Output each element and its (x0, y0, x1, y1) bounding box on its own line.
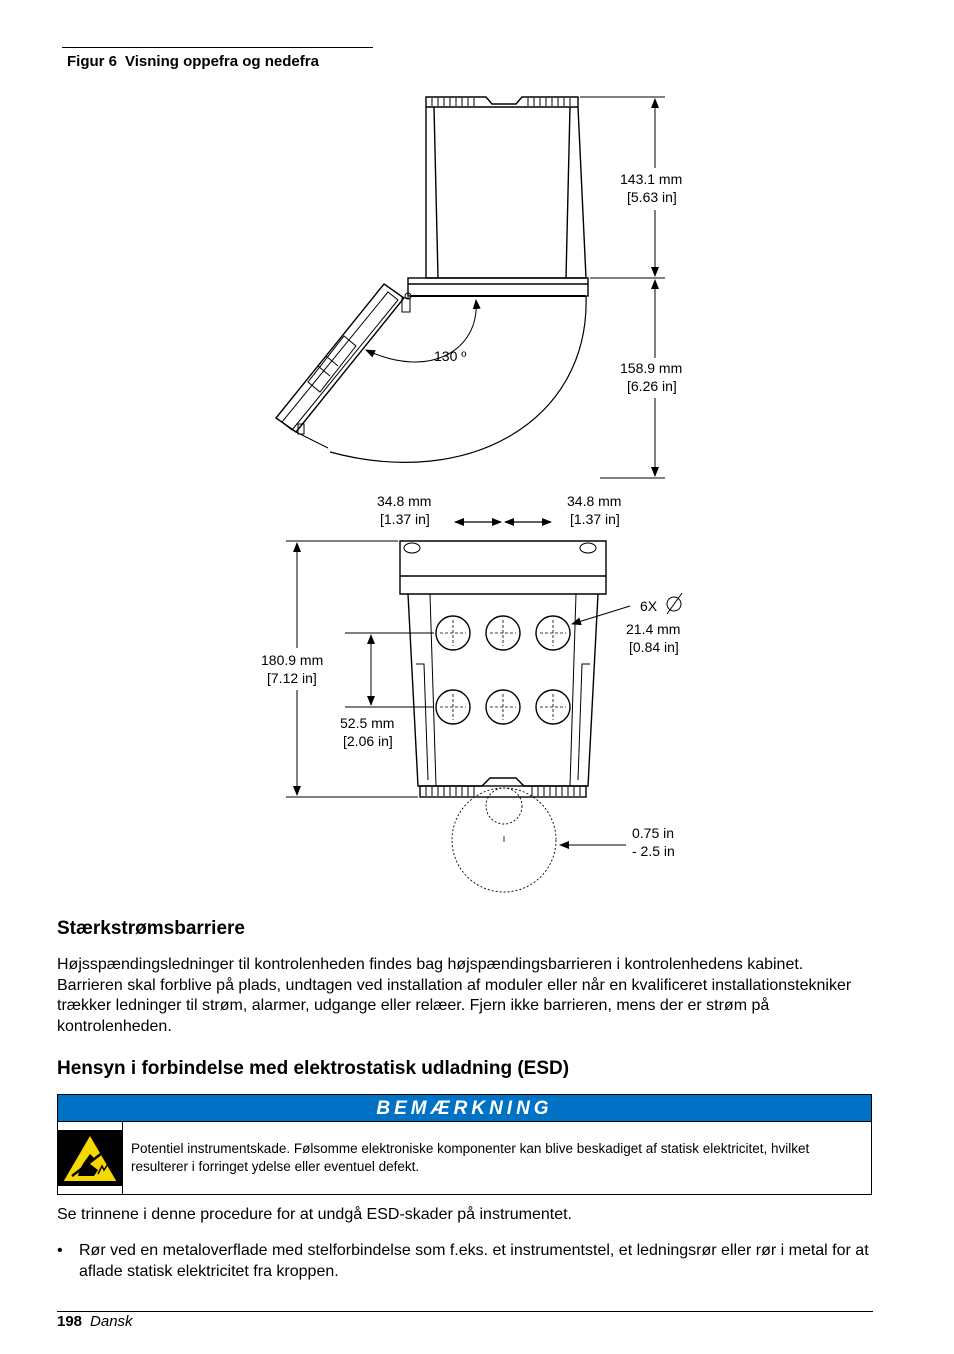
bullet-marker: • (57, 1242, 63, 1259)
conduit-holes (436, 616, 570, 724)
notice-label: BEMÆRKNING (58, 1095, 871, 1122)
top-height-dimension (580, 97, 665, 478)
esd-intro: Se trinnene i denne procedure for at undgå ESD-skader på instrumentet. (57, 1206, 572, 1223)
height-dimension (286, 541, 418, 797)
hole-dia-mm: 21.4 mm (626, 621, 681, 637)
door-mm: 158.9 mm (620, 360, 683, 376)
pipe-range-b: - 2.5 in (632, 843, 675, 859)
bottom-view-enclosure (400, 541, 606, 797)
esd-warning-icon (58, 1130, 122, 1186)
section-heading-esd: Hensyn i forbindelse med elektrostatisk udladning (ESD) (57, 1058, 570, 1079)
row-mm: 52.5 mm (340, 715, 395, 731)
left-spacing-in: [1.37 in] (380, 511, 430, 527)
top-view-open-door (276, 284, 411, 448)
hole-leader (572, 606, 630, 624)
top-height-in: [5.63 in] (627, 189, 677, 205)
notice-text: Potentiel instrumentskade. Følsomme elektroniske komponenter kan blive beskadiget af statisk elektricitet, hvilket resulterer i forringet ydelse eller eventuel defekt. (131, 1141, 810, 1174)
diameter-icon (667, 593, 682, 614)
figure-title: Visning oppefra og nedefra (125, 53, 319, 70)
pipe-range-a: 0.75 in (632, 825, 675, 841)
section-heading-barrier: Stærkstrømsbarriere (57, 918, 245, 939)
door-swing-arc (330, 296, 586, 462)
height-in: [7.12 in] (267, 670, 317, 686)
right-spacing-in: [1.37 in] (570, 511, 620, 527)
holes-count: 6X (640, 598, 658, 614)
figure-label: Figur 6 (67, 53, 118, 70)
angle-label: 130 º (434, 348, 467, 364)
footer-language: Dansk (90, 1313, 133, 1330)
bullet-item (57, 1241, 873, 1282)
right-spacing-mm: 34.8 mm (567, 493, 622, 509)
top-view-enclosure (408, 97, 588, 296)
row-in: [2.06 in] (343, 733, 393, 749)
section-body-barrier: Højsspændingsledninger til kontrolenheden findes bag højspændingsbarrieren i kontrolenhedens kabinet. Barrieren skal forblive på plads, undtagen ved installation af moduler eller når en kvalificeret installationstekniker trækker ledninger til strøm, alarmer, udgange eller relæer. Fjern ikke barrieren, mens der er strøm på kontrolenheden. (57, 956, 852, 1035)
hole-dia-in: [0.84 in] (629, 639, 679, 655)
door-in: [6.26 in] (627, 378, 677, 394)
page-number: 198 (57, 1313, 83, 1330)
page-footer (57, 1313, 133, 1330)
notice-box (57, 1094, 872, 1195)
bullet-text: Rør ved en metaloverflade med stelforbindelse som f.eks. et instrumentstel, et ledningsrør eller rør i metal for at aflade statisk elektricitet fra kroppen. (79, 1242, 869, 1280)
row-dimension (345, 633, 434, 707)
height-mm: 180.9 mm (261, 652, 324, 668)
footer-rule (57, 1311, 873, 1312)
left-spacing-mm: 34.8 mm (377, 493, 432, 509)
top-height-mm: 143.1 mm (620, 171, 683, 187)
